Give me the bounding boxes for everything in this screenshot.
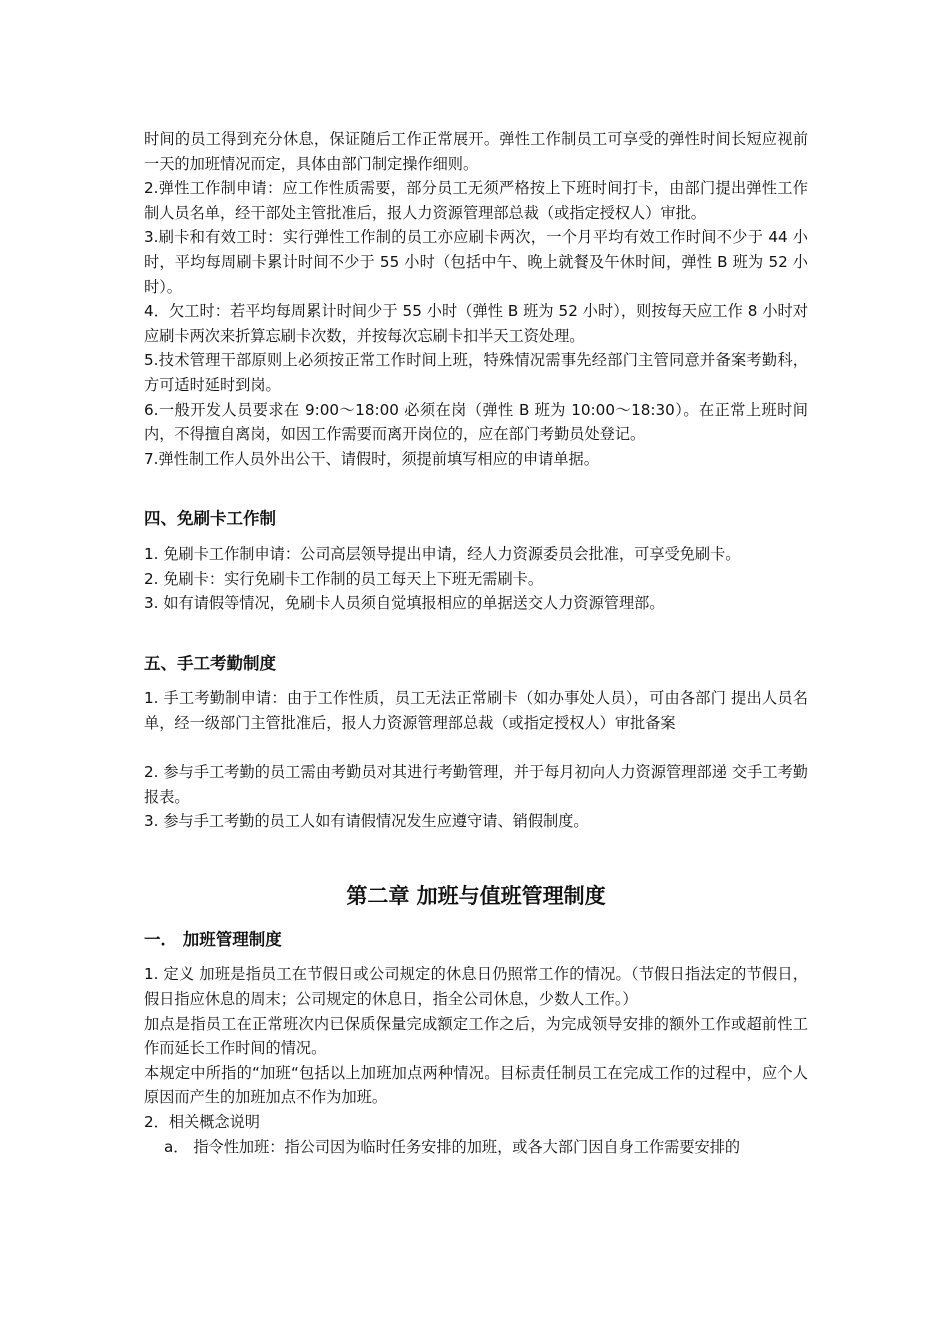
paragraph-under-hours: 4．欠工时：若平均每周累计时间少于 55 小时（弹性 B 班为 52 小时），则按每天应工作 8 小时对应刷卡两次来折算忘刷卡次数，并按每次忘刷卡扣半天工资处理。 (144, 302, 808, 345)
list-item: 2. 免刷卡：实行免刷卡工作制的员工每天上下班无需刷卡。 (144, 569, 544, 588)
paragraph-scope: 本规定中所指的“加班“包括以上加班加点两种情况。目标责任制员工在完成工作的过程中，应个人原因而产生的加班加点不作为加班。 (144, 1063, 808, 1107)
paragraph-definition: 1. 定义 加班是指员工在节假日或公司规定的休息日仍照常工作的情况。（节假日指法定的节假日，假日指应休息的周末；公司规定的休息日，指全公司休息，少数人工作。） (144, 965, 808, 1009)
paragraph-leave-forms: 7.弹性制工作人员外出公干、请假时，须提前填写相应的申请单据。 (144, 449, 599, 468)
paragraph-directive-overtime: a． 指令性加班：指公司因为临时任务安排的加班，或各大部门因自身工作需要安排的 (164, 1137, 741, 1156)
blank-line (144, 735, 808, 760)
paragraph-dev-hours: 6.一般开发人员要求在 9:00～18:00 必须在岗（弹性 B 班为 10:00～18:30）。在正常上班时间内，不得擅自离岗，如因工作需要而离开岗位的，应在部门考勤员处登记。 (144, 400, 808, 444)
paragraph-flex-time-cont: 时间的员工得到充分休息，保证随后工作正常展开。弹性工作制员工可享受的弹性时间长短应视前一天的加班情况而定，具体由部门制定操作细则。 (144, 130, 808, 173)
paragraph-extra-hours: 加点是指员工在正常班次内已保质保量完成额定工作之后，为完成领导安排的额外工作或超前性工作而延长工作时间的情况。 (144, 1014, 808, 1058)
list-item: 1. 手工考勤制申请：由于工作性质，员工无法正常刷卡（如办事处人员），可由各部门 提出人员名单，经一级部门主管批准后，报人力资源管理部总裁（或指定授权人）审批备案 (144, 689, 808, 732)
list-item: 2. 参与手工考勤的员工需由考勤员对其进行考勤管理，并于每月初向人力资源管理部递 交手工考勤报表。 (144, 763, 808, 806)
list-item: 3. 如有请假等情况，免刷卡人员须自觉填报相应的单据送交人力资源管理部。 (144, 594, 665, 613)
document-body (144, 127, 808, 1159)
section-heading-manual-attendance: 五、手工考勤制度 (144, 653, 276, 673)
paragraph-concepts-heading: 2．相关概念说明 (144, 1113, 260, 1131)
list-item: 1. 免刷卡工作制申请：公司高层领导提出申请，经人力资源委员会批准，可享受免刷卡。 (144, 544, 741, 563)
section-heading-overtime: 一． 加班管理制度 (144, 929, 282, 949)
paragraph-flex-apply: 2.弹性工作制申请：应工作性质需要，部分员工无须严格按上下班时间打卡，由部门提出弹性工作制人员名单，经干部处主管批准后，报人力资源管理部总裁（或指定授权人）审批。 (144, 179, 808, 222)
paragraph-card-hours: 3.刷卡和有效工时：实行弹性工作制的员工亦应刷卡两次，一个月平均有效工作时间不少于 44 小时，平均每周刷卡累计时间不少于 55 小时（包括中午、晚上就餐及午休时间，弹性 B 班为 52 小时）。 (144, 228, 808, 296)
list-item: 3. 参与手工考勤的员工人如有请假情况发生应遵守请、销假制度。 (144, 812, 589, 831)
section-heading-no-card: 四、免刷卡工作制 (144, 509, 276, 529)
chapter-title: 第二章 加班与值班管理制度 (346, 883, 606, 908)
paragraph-tech-managers: 5.技术管理干部原则上必须按正常工作时间上班，特殊情况需事先经部门主管同意并备案考勤科，方可适时延时到岗。 (144, 351, 808, 394)
